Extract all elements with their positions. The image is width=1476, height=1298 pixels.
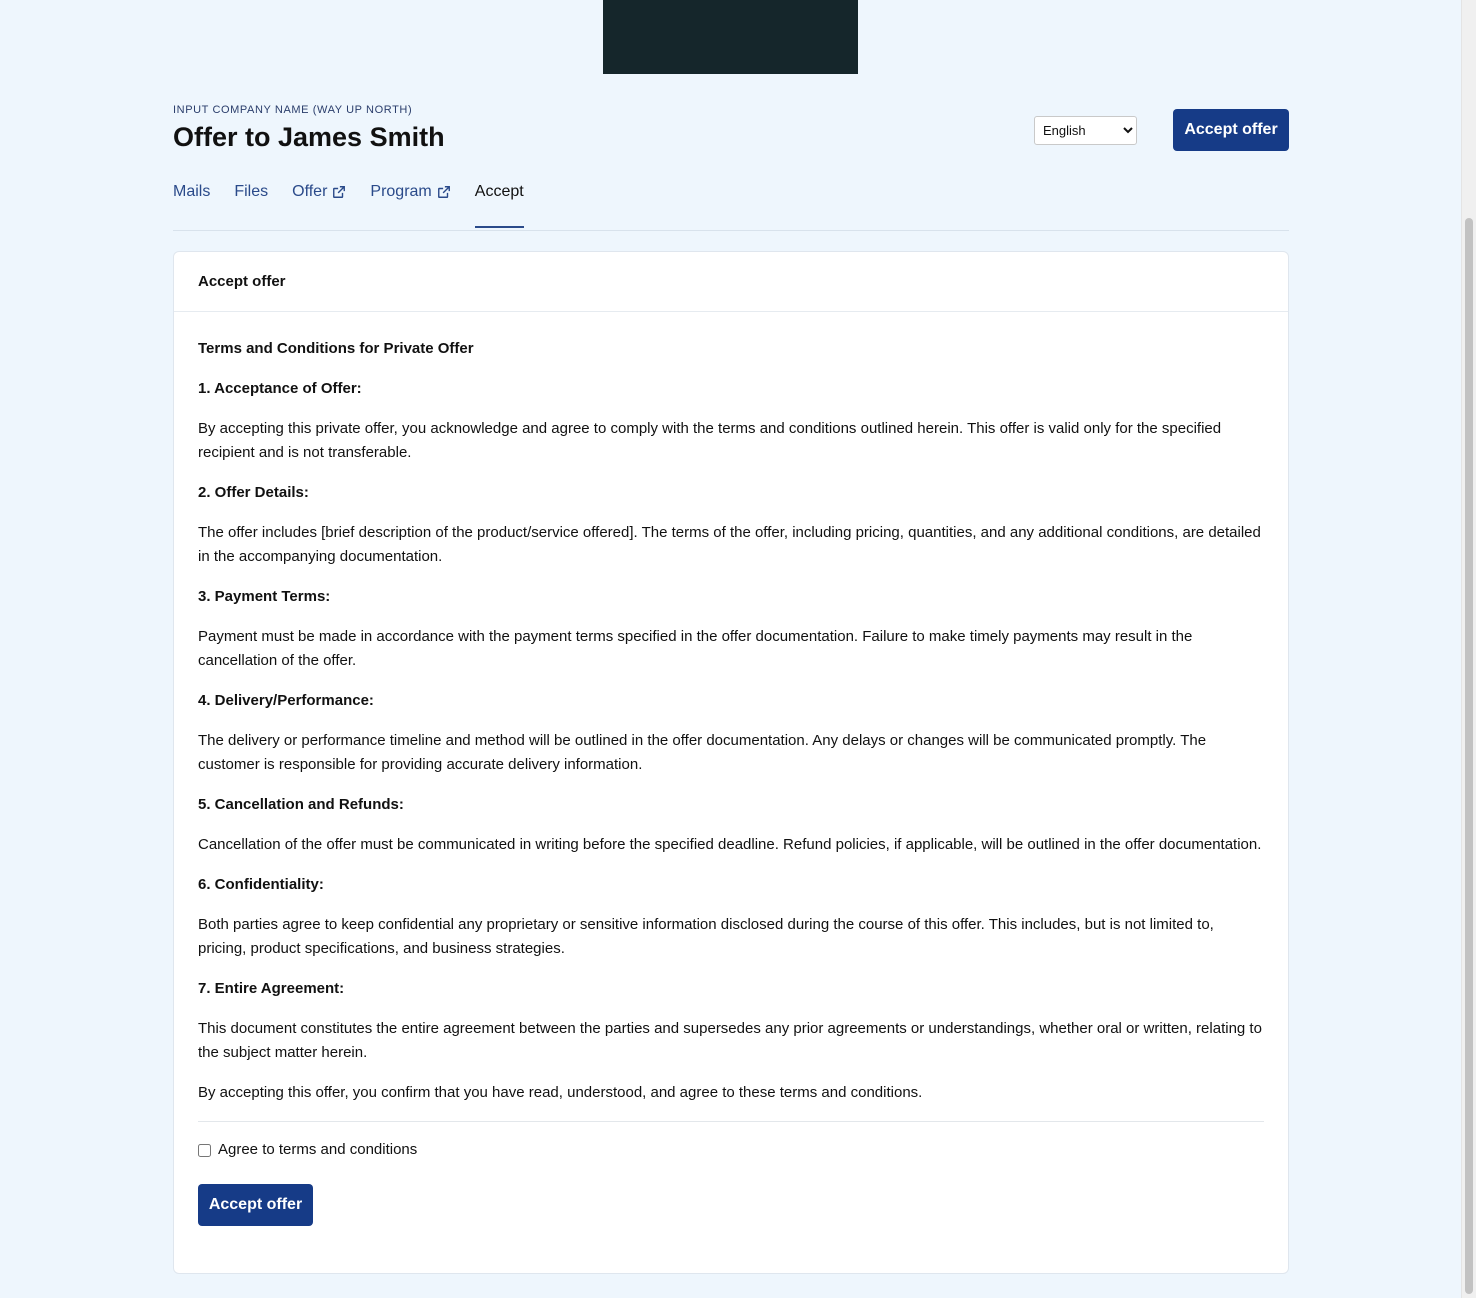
accept-offer-header-button[interactable]: Accept offer	[1173, 109, 1289, 151]
section-text: The delivery or performance timeline and method will be outlined in the offer documentation. Any delays or changes will be communicated promptly. The customer is responsible for providing accurate delivery information.	[198, 732, 1207, 773]
tab-program[interactable]	[370, 179, 450, 224]
tab-label: Offer	[292, 183, 328, 200]
section-heading: 7. Entire Agreement:	[198, 980, 345, 997]
section-text: The offer includes [brief description of the product/service offered]. The terms of the offer, including pricing, quantities, and any additional conditions, are detailed in the accompanying documentation.	[198, 524, 1261, 565]
page-header	[173, 104, 1289, 234]
section-text: By accepting this private offer, you acknowledge and agree to comply with the terms and conditions outlined herein. This offer is valid only for the specified recipient and is not transferable.	[198, 420, 1222, 461]
section-heading: 5. Cancellation and Refunds:	[198, 796, 404, 813]
tab-offer[interactable]	[292, 179, 346, 224]
terms-title: Terms and Conditions for Private Offer	[198, 340, 474, 357]
tab-label: Files	[234, 183, 269, 200]
closing-text: By accepting this offer, you confirm that you have read, understood, and agree to these terms and conditions.	[198, 1084, 923, 1101]
agree-terms-label: Agree to terms and conditions	[218, 1141, 418, 1158]
section-heading: 4. Delivery/Performance:	[198, 692, 374, 709]
card-header: Accept offer	[174, 252, 1288, 312]
section-heading: 6. Confidentiality:	[198, 876, 324, 893]
scrollbar-thumb[interactable]	[1465, 218, 1473, 1294]
section-text: Payment must be made in accordance with the payment terms specified in the offer documentation. Failure to make timely payments may result in the cancellation of the offer.	[198, 628, 1193, 669]
tab-label: Program	[370, 183, 432, 200]
section-heading: 3. Payment Terms:	[198, 588, 331, 605]
language-select[interactable]	[1034, 116, 1137, 145]
company-name: INPUT COMPANY NAME (WAY UP NORTH)	[173, 104, 413, 116]
tab-mails[interactable]	[173, 179, 210, 224]
section-text: This document constitutes the entire agreement between the parties and supersedes any prior agreements or understandings, whether oral or written, relating to the subject matter herein.	[198, 1020, 1262, 1061]
accept-offer-card	[173, 251, 1289, 1274]
external-link-icon	[437, 185, 451, 199]
page-scrollbar[interactable]	[1461, 0, 1476, 1298]
section-text: Cancellation of the offer must be communicated in writing before the specified deadline. Refund policies, if applicable, will be outlined in the offer documentation.	[198, 836, 1262, 853]
page-title: Offer to James Smith	[173, 122, 445, 152]
tab-accept[interactable]	[475, 179, 524, 228]
section-heading: 2. Offer Details:	[198, 484, 309, 501]
agree-terms-row[interactable]	[198, 1139, 1264, 1161]
tab-label: Accept	[474, 183, 524, 200]
tab-bar	[173, 179, 1289, 231]
external-link-icon	[332, 185, 346, 199]
section-heading: 1. Acceptance of Offer:	[198, 380, 362, 397]
tab-label: Mails	[173, 183, 211, 200]
agree-terms-checkbox[interactable]	[198, 1144, 211, 1157]
section-text: Both parties agree to keep confidential any proprietary or sensitive information disclosed during the course of this offer. This includes, but is not limited to, pricing, product specifications, and business strategies.	[198, 916, 1214, 957]
accept-offer-button[interactable]: Accept offer	[198, 1184, 313, 1226]
divider	[198, 1121, 1264, 1122]
terms-body	[174, 312, 1288, 1226]
hero-image	[603, 0, 858, 74]
tab-files[interactable]	[234, 179, 268, 224]
